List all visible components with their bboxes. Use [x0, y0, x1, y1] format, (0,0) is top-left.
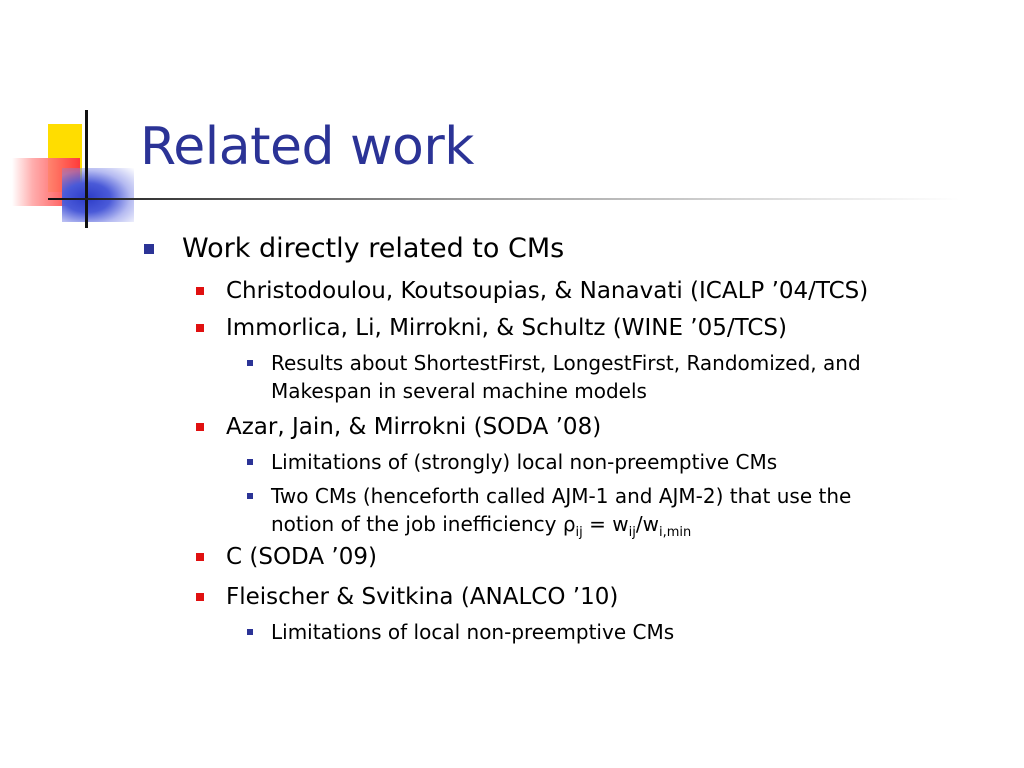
inefficiency-formula — [271, 512, 692, 540]
square-bullet-icon — [247, 360, 253, 366]
bullet-text: C (SODA ’09) — [226, 544, 377, 570]
decor-vertical-line — [85, 110, 88, 228]
bullet-results-continuation — [271, 377, 647, 405]
formula-subscript: ij — [628, 525, 636, 540]
bullet-text: Makespan in several machine models — [271, 379, 647, 403]
bullet-azar — [226, 412, 601, 442]
bullet-text: Immorlica, Li, Mirrokni, & Schultz (WINE ’05/TCS) — [226, 315, 787, 341]
decor-horizontal-rule — [48, 198, 960, 200]
bullet-limitations-local — [271, 618, 674, 646]
square-bullet-icon — [247, 629, 253, 635]
bullet-text: Azar, Jain, & Mirrokni (SODA ’08) — [226, 414, 602, 440]
bullet-two-cms-continuation — [271, 510, 691, 538]
square-bullet-icon — [196, 593, 204, 601]
square-bullet-icon — [196, 287, 204, 295]
bullet-results-about — [271, 349, 861, 377]
square-bullet-icon — [196, 324, 204, 332]
bullet-c-soda — [226, 542, 377, 572]
square-bullet-icon — [144, 244, 154, 254]
square-bullet-icon — [247, 459, 253, 465]
bullet-text: Results about ShortestFirst, LongestFirst, Randomized, and — [271, 351, 861, 375]
bullet-two-cms — [271, 482, 851, 510]
bullet-text: Christodoulou, Koutsoupias, & Nanavati (ICALP ’04/TCS) — [226, 278, 869, 304]
bullet-text: Fleischer & Svitkina (ANALCO ’10) — [226, 584, 619, 610]
square-bullet-icon — [247, 493, 253, 499]
bullet-text: Two CMs (henceforth called AJM-1 and AJM-2) that use the — [271, 484, 852, 508]
formula-text: notion of the job inefficiency ρ — [271, 512, 576, 536]
formula-subscript: ij — [575, 525, 583, 540]
bullet-fleischer — [226, 582, 618, 612]
square-bullet-icon — [196, 553, 204, 561]
bullet-christodoulou — [226, 276, 868, 306]
square-bullet-icon — [196, 423, 204, 431]
decor-blue-square — [62, 168, 134, 222]
slide-title: Related work — [140, 117, 474, 177]
bullet-text: Limitations of (strongly) local non-preemptive CMs — [271, 450, 778, 474]
bullet-text: Work directly related to CMs — [182, 233, 565, 264]
formula-text: = w — [582, 512, 629, 536]
bullet-work-directly-related — [182, 232, 564, 266]
formula-text: /w — [635, 512, 659, 536]
bullet-limitations-strongly — [271, 448, 777, 476]
bullet-text: Limitations of local non-preemptive CMs — [271, 620, 675, 644]
formula-subscript: i,min — [658, 525, 692, 540]
bullet-immorlica — [226, 313, 787, 343]
